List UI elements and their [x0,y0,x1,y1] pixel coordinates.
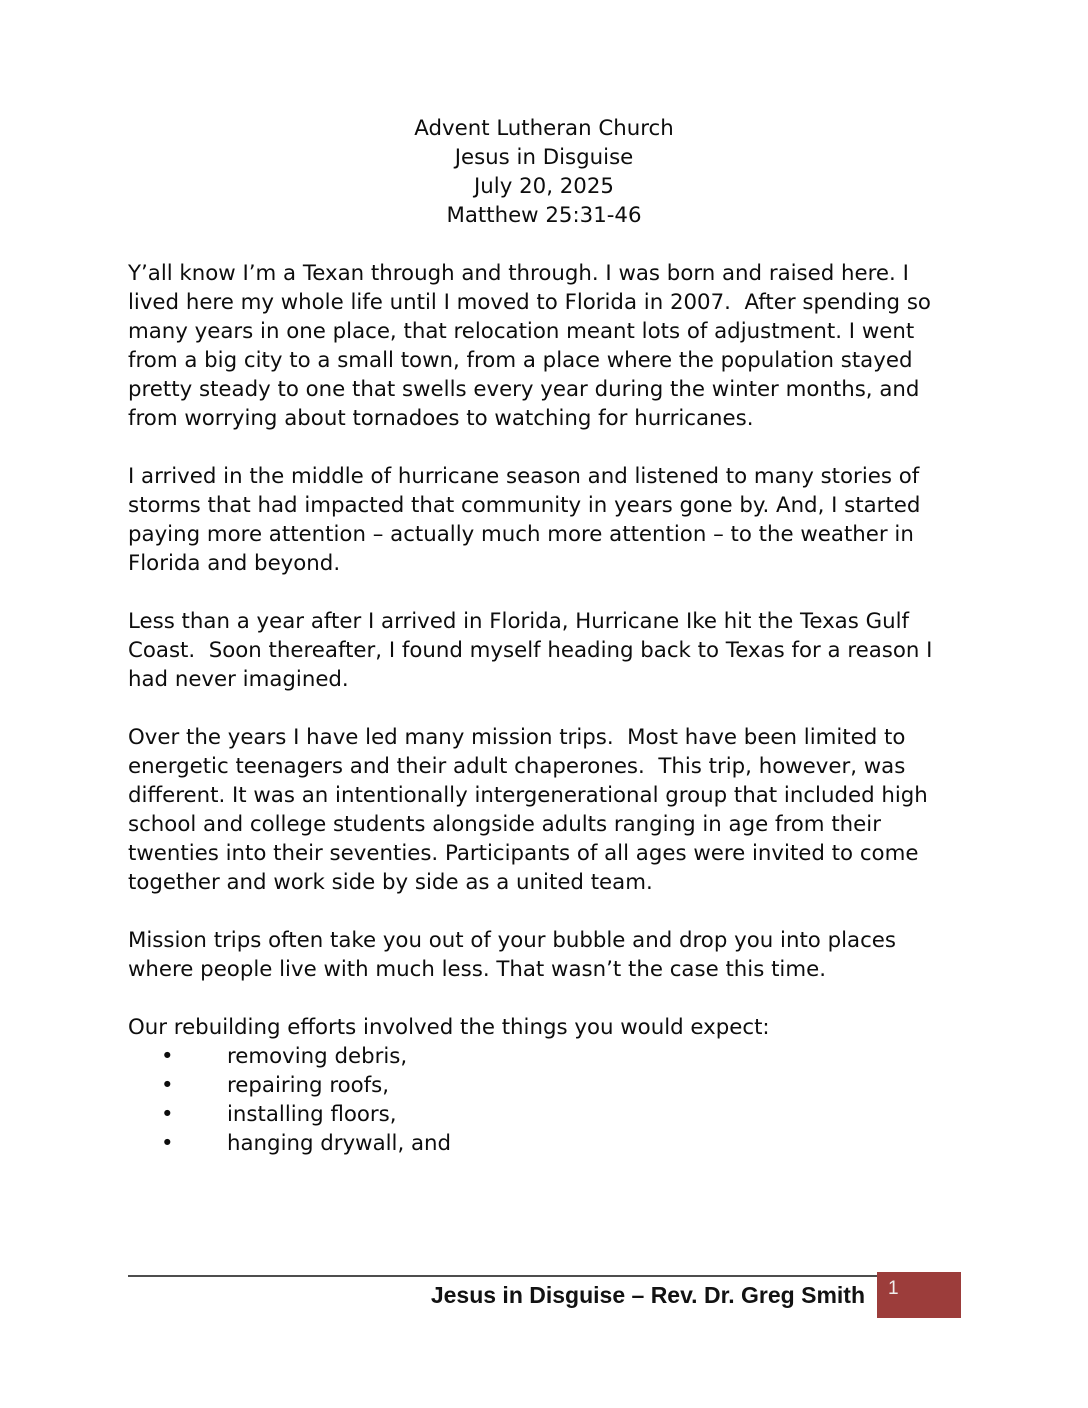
bullet-icon: • [161,1044,174,1069]
paragraph-5: Mission trips often take you out of your bubble and drop you into places where people live with much less. That wasn’t the case this time. [128,928,903,982]
paragraph-1: Y’all know I’m a Texan through and through. I was born and raised here. I lived here my whole life until I moved to Florida in 2007. After spending so many years in one place, that relocation meant lots of adjustment. I went from a big city to a small town, from a place where the population stayed pretty steady to one that swells every year during the winter months, and from worrying about tornadoes to watching for hurricanes. [128,261,938,431]
document-footer [128,1275,962,1318]
header-line-sermon-title: Jesus in Disguise [454,145,634,170]
header-line-church: Advent Lutheran Church [414,116,674,141]
paragraph-list-intro: Our rebuilding efforts involved the things you would expect: [128,1015,770,1040]
header-line-scripture: Matthew 25:31-46 [446,203,642,228]
list-item [128,1129,960,1158]
list-item [128,1071,960,1100]
list-item-text: removing debris, [227,1044,408,1069]
footer-title: Jesus in Disguise – Rev. Dr. Greg Smith [430,1282,865,1308]
header-line-date: July 20, 2025 [474,174,614,199]
document-body [128,259,960,1158]
list-item-text: hanging drywall, and [227,1131,452,1156]
document-header [0,0,1088,230]
bullet-icon: • [161,1073,174,1098]
list-item [128,1100,960,1129]
paragraph-2: I arrived in the middle of hurricane season and listened to many stories of storms that had impacted that community in years gone by. And, I started paying more attention – actually much more attention – to the weather in Florida and beyond. [128,464,928,576]
paragraph-3: Less than a year after I arrived in Florida, Hurricane Ike hit the Texas Gulf Coast. Soon thereafter, I found myself heading back to Texas for a reason I had never imagined. [128,609,940,692]
bullet-list [128,1042,960,1158]
bullet-icon: • [161,1131,174,1156]
list-item-text: installing floors, [227,1102,397,1127]
page-number: 1 [888,1278,899,1299]
paragraph-4: Over the years I have led many mission trips. Most have been limited to energetic teenagers and their adult chaperones. This trip, however, was different. It was an intentionally intergenerational group that included high school and college students alongside adults ranging in age from their twenties into their seventies. Participants of all ages were invited to come together and work side by side as a united team. [128,725,935,895]
page-number-badge [877,1272,961,1318]
list-item [128,1042,960,1071]
footer-rule [128,1275,877,1309]
bullet-icon: • [161,1102,174,1127]
list-item-text: repairing roofs, [227,1073,390,1098]
